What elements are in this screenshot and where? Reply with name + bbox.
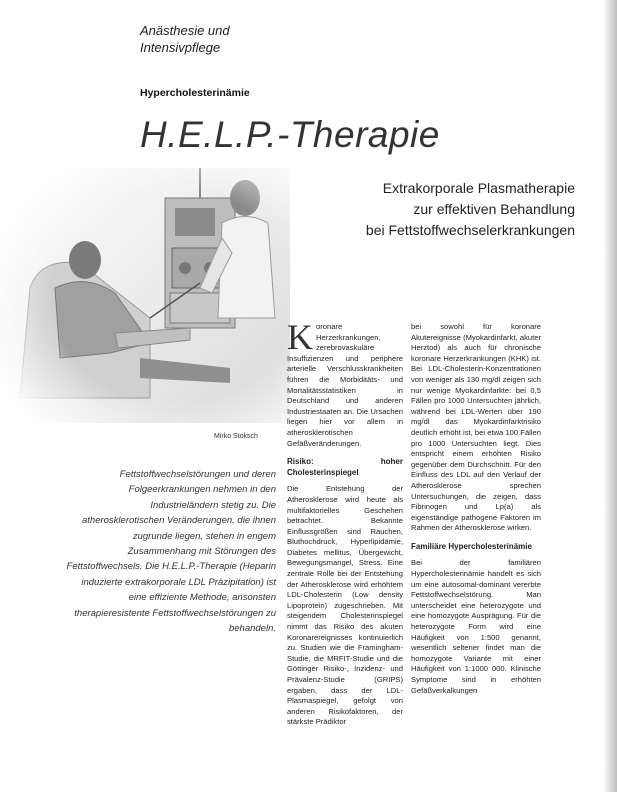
- column-2-paragraph: bei sowohl für koronare Akutereignisse (Myokardinfarkt, akuter Herztod) als auch für chronische koronare Herzerkrankungen (KHK) ist. Bei LDL-Cholesterin-Konzentrationen von weniger als 130 mg/dl zeigen sich nur wenige Myokardinfarkte: bei 0,5 Fällen pro 1000 Untersuchten jährlich, während bei LDL-Werten über 190 mg/dl das Myokardinfarktrisiko deutlich erhöht ist, bei etwa 100 Fällen pro 1000 Untersuchten liegt. Dies entspricht einem erhöhten Risiko gegenüber dem Durchschnitt. Für den Einfluss des LDL auf den Verlauf der Atherosklerose sprechen Untersuchungen, die zeigen, dass Fibrinogen und Lp(a) als eigenständige pathogene Faktoren im Rahmen der Atherosklerose wirken.: [411, 322, 541, 533]
- page-fold-shadow: [603, 0, 617, 792]
- lead-paragraph: Fettstoffwechselstörungen und deren Folgeerkrankungen nehmen in den Industrieländern stetig zu. Die atherosklerotischen Veränderungen, die ihnen zugrunde liegen, stehen in engem Zusammenhang mit Störungen des Fettstoffwechsels. Die H.E.L.P.-Therapie (Heparin induzierte extrakorporale LDL Präzipitation) ist eine effiziente Methode, ansonsten therapieresistente Fettstoffwechselstörungen zu behandeln.: [66, 469, 276, 635]
- subtitle-line-3: bei Fettstoffwechselerkrankungen: [365, 222, 575, 238]
- section-heading-familial: Familiäre Hypercholesterinämie: [411, 541, 532, 551]
- section-line-2: Intensivpflege: [140, 40, 221, 55]
- body-column-1: [287, 317, 403, 728]
- intro-text: oronare Herzerkrankungen, zerebrovaskuläre Insuffizienzen und periphere arterielle Verschlusskrankheiten führen die Morbiditäts- und Mortalitätsstatistiken in Deutschland und anderen Industriestaaten an. Die Ursachen liegen hier vor allem in atherosklerotischen Gefäßveränderungen.: [287, 322, 403, 448]
- drop-cap: K: [287, 317, 313, 357]
- section-line-1: Anästhesie und: [140, 23, 230, 38]
- body-column-2: [411, 322, 541, 696]
- article-subtitle: [315, 178, 575, 241]
- subheading: Hypercholesterinämie: [140, 87, 250, 99]
- intro-paragraph: [287, 317, 403, 449]
- article-photo: [0, 168, 290, 423]
- subtitle-line-2: zur effektiven Behandlung: [413, 201, 575, 217]
- familial-paragraph: Bei der familiären Hypercholesterinämie handelt es sich um eine autosomal-dominant vererbte Fettstoffwechselstörung. Man unterscheidet eine heterozygote und eine homozygote Ausprägung. Für die heterozygote Form wird eine Häufigkeit von 1:500 genannt, wesentlich seltener findet man die homozygote Variante mit einer Häufigkeit von 1:1000 000. Klinische Symptome sind in erhöhten Gefäßverkalkungen: [411, 558, 541, 695]
- photo-caption: Mirko Stoksch: [214, 433, 258, 440]
- section-label: [140, 22, 230, 56]
- subtitle-line-1: Extrakorporale Plasmatherapie: [382, 180, 575, 196]
- article-title: H.E.L.P.-Therapie: [140, 114, 440, 155]
- risk-paragraph: Die Entstehung der Atherosklerose wird heute als multifaktorielles Geschehen betrachtet. Bekannte Einflussgrößen sind Rauchen, Bluthochdruck, Hyperlipidämie, Diabetes mellitus, Übergewicht, Bewegungsmangel, Stress. Eine zentrale Rolle bei der Entstehung der Atherosklerose wird erhöhtem LDL-Cholesterin (Low density Lipoprotein) zugeschrieben. Mit steigendem Cholesterinspiegel nimmt das Risiko des akuten Koronarereignisses kontinuierlich zu. Studien wie die Framingham-Studie, die MRFIT-Studie und die Göttinger Risiko-, Inzidenz- und Prävalenz-Studie (GRIPS) ergaben, dass der LDL-Plasmaspiegel, gefolgt von anderen Risikofaktoren, der stärkste Prädiktor: [287, 484, 403, 727]
- section-heading-risk: Risiko: hoher Cholesterinspiegel: [287, 457, 403, 477]
